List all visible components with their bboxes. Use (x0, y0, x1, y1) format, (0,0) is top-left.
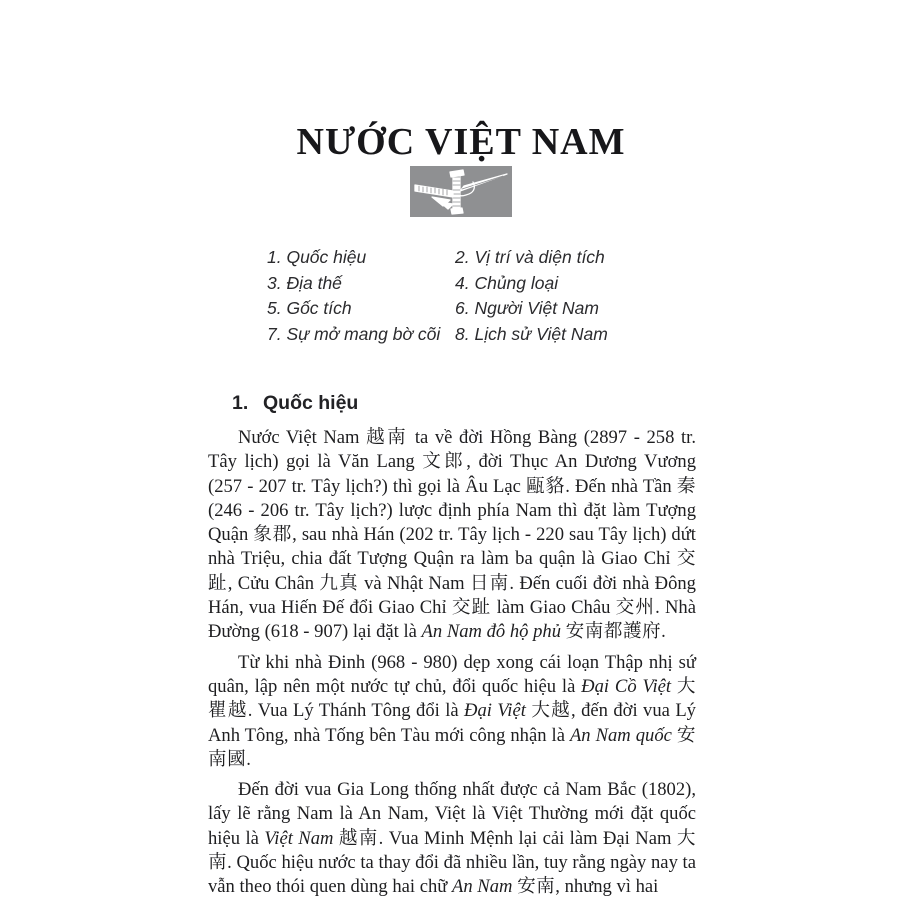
cjk-text-run: 日南 (469, 572, 510, 594)
text-run: . (661, 621, 666, 643)
toc-item-4: 4. Chủng loại (455, 272, 559, 293)
cjk-text-run: 交州 (615, 597, 656, 619)
text-run: ta về đời Hồng Bàng (2897 - 258 tr. Tây lịch) gọi là Văn Lang (208, 427, 696, 473)
text-run: (246 - 206 tr. Tây lịch?) lược định phía Nam thì đặt làm Tượng Quận (208, 499, 696, 546)
text-run: . Đến nhà Tần (565, 475, 677, 497)
toc-item-3: 3. Địa thế (267, 272, 342, 293)
cjk-text-run: 大越 (531, 700, 572, 722)
paragraph-2 (208, 651, 696, 772)
text-run: Từ khi nhà Đinh (968 - 980) dẹp xong cái loạn Thập nhị sứ quân, lập nên một nước tự chủ, đổi quốc hiệu là (208, 651, 696, 697)
paragraph-1 (208, 426, 696, 645)
section-heading (232, 392, 358, 415)
cjk-text-run: 交趾 (451, 597, 492, 619)
text-run: , đời Thục An Dương Vương (257 - 207 tr. Tây lịch?) thì gọi là Âu Lạc (208, 451, 696, 497)
toc-item-6: 6. Người Việt Nam (455, 298, 599, 319)
toc-item-5: 5. Gốc tích (267, 298, 352, 319)
text-run: . Quốc hiệu nước ta thay đổi đã nhiều lần, tuy rằng ngày nay ta vẫn theo thói quen dùng hai chữ (208, 852, 696, 898)
toc-item-8: 8. Lịch sử Việt Nam (455, 323, 608, 344)
cjk-text-run: 象郡 (253, 524, 293, 546)
text-run: Đến đời vua Gia Long thống nhất được cả Nam Bắc (1802), lấy lẽ rằng Nam là An Nam, Việt là Việt Thường mới đặt quốc hiệu là (208, 779, 696, 849)
cjk-text-run: 越南 (338, 827, 379, 849)
cjk-text-run: 大南 (208, 827, 696, 874)
text-run: Nước Việt Nam (238, 427, 367, 448)
text-run: . Nhà Đường (618 - 907) lại đặt là (208, 597, 696, 643)
cjk-text-run: 安南國 (208, 724, 696, 770)
cjk-text-run: 大瞿越 (208, 675, 696, 722)
chapter-ornament (410, 166, 512, 217)
cjk-text-run: 安南都護府 (565, 621, 662, 643)
text-run: và Nhật Nam (358, 572, 470, 594)
cjk-text-run: 安南 (517, 876, 556, 898)
toc-item-1: 1. Quốc hiệu (267, 247, 367, 267)
page-title: NƯỚC VIỆT NAM (296, 121, 626, 164)
cjk-text-run: 越南 (366, 427, 409, 448)
text-run: , nhưng vì hai (555, 876, 659, 898)
section-title: Quốc hiệu (263, 392, 359, 414)
cjk-text-run: 甌貉 (526, 475, 566, 497)
cjk-text-run: 交趾 (208, 548, 696, 594)
chapter-toc (267, 245, 608, 347)
text-run: , sau nhà Hán (202 tr. Tây lịch - 220 sau Tây lịch) dứt nhà Triệu, chia đất Tượng Quận ra làm ba quận là Giao Chỉ (208, 524, 696, 570)
toc-item-2: 2. Vị trí và diện tích (455, 247, 605, 267)
italic-text-run: Đại Việt (464, 700, 532, 722)
cjk-text-run: 文郎 (422, 451, 467, 473)
text-run: , đến đời vua Lý Anh Tông, nhà Tống bên Tàu mới công nhận là (208, 700, 696, 746)
text-run: . Đến cuối đời nhà Đông Hán, vua Hiến Đế đổi Giao Chỉ (208, 572, 696, 619)
italic-text-run: An Nam quốc (569, 724, 677, 746)
text-run: . Vua Lý Thánh Tông đổi là (247, 700, 465, 722)
article-body (208, 426, 696, 906)
italic-text-run: Đại Cồ Việt (581, 675, 677, 697)
text-run: , Cửu Chân (227, 572, 320, 594)
cjk-text-run: 秦 (676, 475, 696, 497)
section-number: 1. (232, 392, 249, 414)
text-run: . (246, 748, 251, 770)
text-run: làm Giao Châu (491, 597, 616, 619)
dagger-axe-ornament-icon (410, 166, 512, 217)
paragraph-3 (208, 778, 696, 899)
cjk-text-run: 九真 (319, 572, 359, 594)
italic-text-run: An Nam đô hộ phủ (421, 621, 566, 643)
text-run: . Vua Minh Mệnh lại cải làm Đại Nam (378, 827, 677, 849)
toc-item-7: 7. Sự mở mang bờ cõi (267, 323, 441, 344)
italic-text-run: An Nam (452, 876, 518, 898)
italic-text-run: Việt Nam (264, 827, 339, 849)
